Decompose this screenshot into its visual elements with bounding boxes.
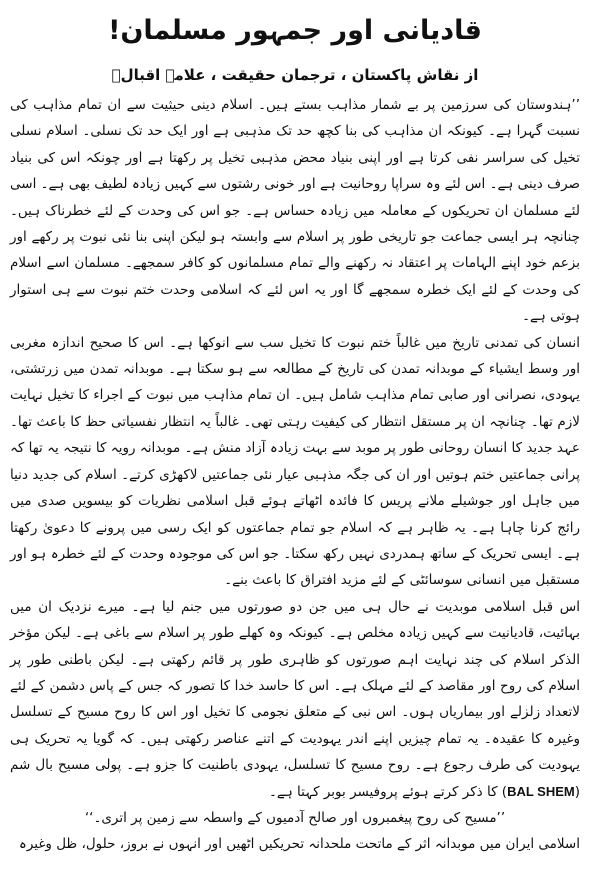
paragraph-2: انسان کی تمدنی تاریخ میں غالباً ختم نبوت کا تخیل سب سے انوکھا ہے۔ اس کا صحیح اندازہ مغربی اور وسط ایشیاء کے موبدانہ تمدن کی تاریخ کے مطالعہ سے ہو سکتا ہے۔ موبدانہ تمدن میں زرتشتی، یہودی، نصرانی اور صابی تمام مذاہب شامل ہیں۔ ان تمام مذاہب میں نبوت کے اجراء کا تخیل نہایت لازم تھا۔ چنانچہ ان پر مستقل انتظار کی کیفیت رہتی تھی۔ غالباً یہ انتظار نفسیاتی حظ کا باعث تھا۔ عہد جدید کا انسان روحانی طور پر موبد سے بہت زیادہ آزاد منش ہے۔ موبدانہ رویہ کا نتیجہ یہ تھا کہ پرانی جماعتیں ختم ہوتیں اور ان کی جگہ مذہبی عیار نئی جماعتیں لاکھڑی کرتے۔ اسلام کی جدید دنیا میں جاہل اور جوشیلے ملانے پریس کا فائدہ اٹھاتے ہوئے قبل اسلامی نظریات کو بیسویں صدی میں رائج کرنا چاہا ہے۔ یہ ظاہر ہے کہ اسلام جو تمام جماعتوں کو ایک رسی میں پرونے کا دعویٰ رکھتا ہے۔ ایسی تحریک کے ساتھ ہمدردی نہیں رکھ سکتا۔ جو اس کی موجودہ وحدت کے لئے خطرہ ہو اور مستقبل میں انسانی سوسائٹی کے لئے مزید افتراق کا باعث بنے۔: [10, 334, 580, 589]
paragraph-3-text: اس قبل اسلامی موبدیت نے حال ہی میں جن دو صورتوں میں جنم لیا ہے۔ میرے نزدیک ان میں بہائیت، قادیانیت سے کہیں زیادہ مخلص ہے۔ کیونکہ وہ کھلے طور پر اسلام سے باغی ہے۔ لیکن مؤخر الذکر اسلام کی چند نہایت اہم صورتوں کو ظاہری طور پر قائم رکھتی ہے۔ لیکن باطنی طور پر اسلام کی روح اور مقاصد کے لئے مہلک ہے۔ اس کا حاسد خدا کا تصور کہ جس کے پاس دشمن کے لئے لاتعداد زلزلے اور بیماریاں ہوں۔ اس نبی کے متعلق نجومی کا تخیل اور اس کا روح مسیح کے تسلسل وغیرہ کا عقیدہ۔ یہ تمام چیزیں اپنے اندر یہودیت کے اتنے عناصر رکھتی ہیں۔ کہ گویا یہ تحریک ہی یہودیت کی طرف رجوع ہے۔ روح مسیح کا تسلسل، یہودی باطنیت کا جزو ہے۔ پولی مسیح بال شم (: [10, 598, 580, 800]
english-term: BAL SHEM: [507, 783, 575, 799]
article-title: قادیانی اور جمہور مسلمان!: [108, 15, 482, 46]
article-byline: از نقاش پاکستان ، ترجمان حقیقت ، علامہ اقبالؒ: [111, 66, 479, 84]
quotation: ’’مسیح کی روح پیغمبروں اور صالح آدمیوں کے واسطہ سے زمین پر اتری۔‘‘: [84, 809, 506, 826]
paragraph-3: [10, 594, 580, 805]
paragraph-3-tail: ) کا ذکر کرتے ہوئے پروفیسر بوبر کہتا ہے۔: [269, 783, 508, 800]
paragraph-5: اسلامی ایران میں موبدانہ اثر کے ماتحت ملحدانہ تحریکیں اٹھیں اور انہوں نے بروز، حلول، ظل وغیرہ: [18, 836, 580, 853]
paragraph-1: ’’ہندوستان کی سرزمین پر بے شمار مذاہب بستے ہیں۔ اسلام دینی حیثیت سے ان تمام مذاہب کی نسبت گہرا ہے۔ کیونکہ ان مذاہب کی بنا کچھ حد تک مذہبی ہے اور ایک حد تک نسلی۔ اسلام نسلی تخیل کی سراسر نفی کرتا ہے اور اپنی بنیاد محض مذہبی تخیل پر رکھتا ہے اور چونکہ اس کی بنیاد صرف دینی ہے۔ اس لئے وہ سراپا روحانیت ہے اور خونی رشتوں سے کہیں زیادہ لطیف بھی ہے۔ اسی لئے مسلمان ان تحریکوں کے معاملہ میں زیادہ حساس ہے۔ جو اس کی وحدت کے لئے خطرناک ہیں۔ چنانچہ ہر ایسی جماعت جو تاریخی طور پر اسلام سے وابستہ ہو لیکن اپنی بنا نئی نبوت پر رکھے اور بزعم خود اپنے الہامات پر اعتقاد نہ رکھنے والے تمام مسلمانوں کو کافر سمجھے۔ مسلمان اسے اسلام کی وحدت کے لئے ایک خطرہ سمجھے گا اور یہ اس لئے کہ اسلامی وحدت ختم نبوت سے ہی استوار ہوتی ہے۔: [10, 97, 580, 325]
